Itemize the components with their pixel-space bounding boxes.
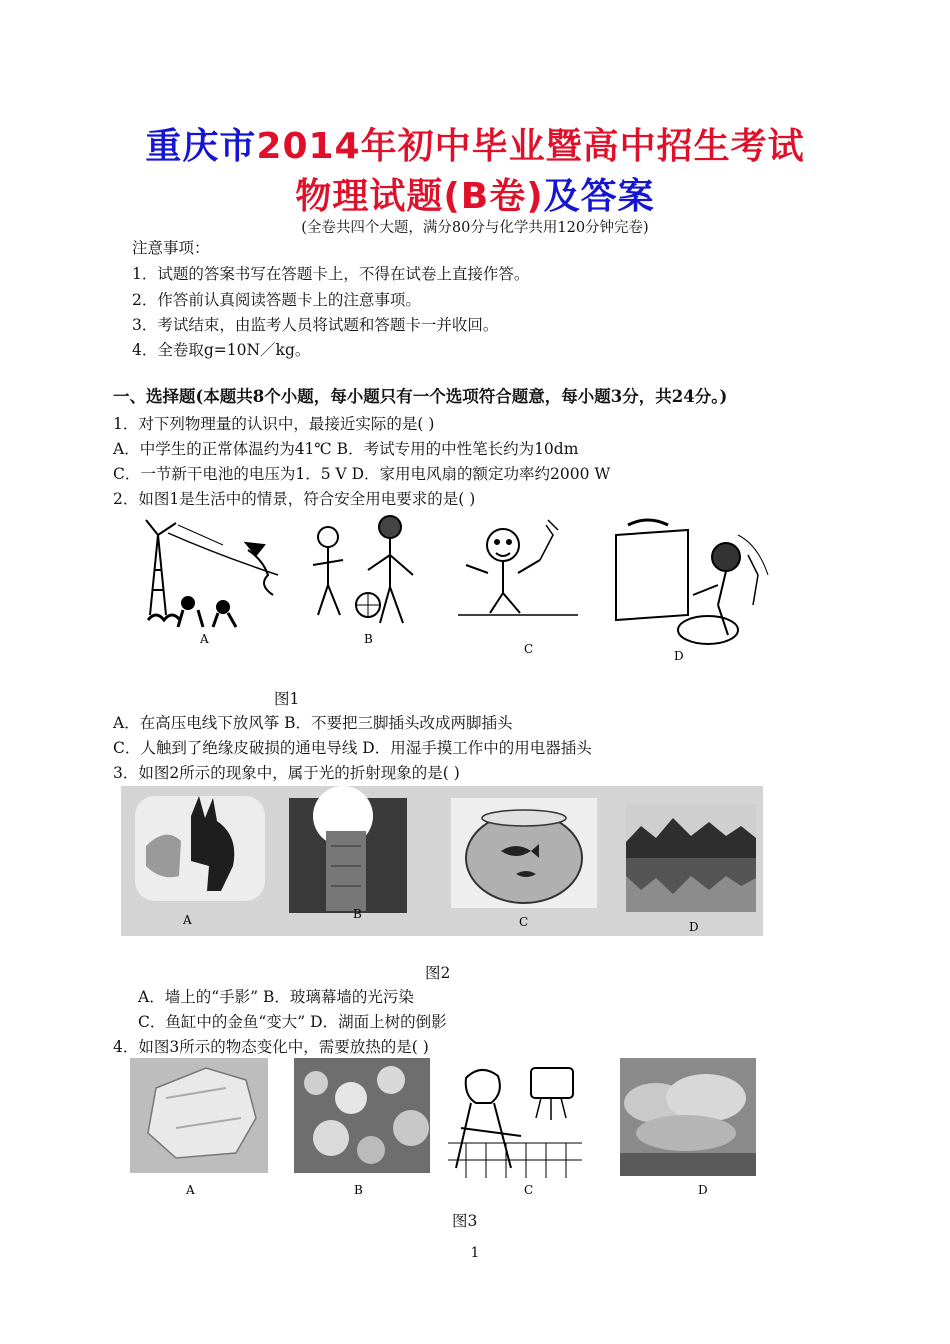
figure-2-panel-a bbox=[135, 796, 265, 901]
figure-3-label-d: D bbox=[698, 1183, 708, 1197]
question-2-options-cd: C．人触到了绝缘皮破损的通电导线 D．用湿手摸工作中的用电器插头 bbox=[113, 739, 592, 757]
figure-3-panel-d bbox=[620, 1058, 756, 1176]
figure-1-label-d: D bbox=[674, 649, 684, 663]
figure-2-caption: 图2 bbox=[425, 964, 451, 982]
exam-subtitle: (全卷共四个大题，满分80分与化学共用120分钟完卷) bbox=[301, 220, 649, 236]
notes-item: 3．考试结束，由监考人员将试题和答题卡一并收回。 bbox=[132, 316, 499, 334]
title-answer-suffix: 及答案 bbox=[543, 176, 655, 217]
figure-3-panel-b bbox=[294, 1058, 430, 1173]
question-1-stem: 1．对下列物理量的认识中，最接近实际的是( ) bbox=[113, 415, 435, 433]
figure-3-drawing bbox=[126, 1058, 758, 1203]
figure-2-label-c: C bbox=[519, 915, 529, 929]
figure-1 bbox=[128, 515, 778, 670]
question-2-stem: 2．如图1是生活中的情景，符合安全用电要求的是( ) bbox=[113, 490, 476, 508]
notes-item: 1．试题的答案书写在答题卡上，不得在试卷上直接作答。 bbox=[132, 265, 530, 283]
figure-2-label-a: A bbox=[183, 913, 192, 927]
figure-3-label-a: A bbox=[186, 1183, 195, 1197]
title-subject: 物理试题(B卷) bbox=[295, 176, 544, 217]
notes-item: 4．全卷取g=10N／kg。 bbox=[132, 341, 311, 359]
figure-1-label-c: C bbox=[524, 642, 534, 656]
figure-1-drawing bbox=[128, 515, 778, 670]
figure-1-panel-a bbox=[146, 520, 278, 627]
figure-1-caption: 图1 bbox=[274, 690, 300, 708]
question-2-options-ab: A．在高压电线下放风筝 B．不要把三脚插头改成两脚插头 bbox=[113, 714, 513, 732]
question-4-stem: 4．如图3所示的物态变化中，需要放热的是( ) bbox=[113, 1038, 429, 1056]
notes-heading: 注意事项： bbox=[132, 239, 210, 257]
title-city: 重庆市 bbox=[145, 126, 257, 167]
figure-2-panel-d bbox=[626, 804, 756, 912]
question-3-stem: 3．如图2所示的现象中，属于光的折射现象的是( ) bbox=[113, 764, 460, 782]
figure-1-label-a: A bbox=[200, 632, 209, 646]
figure-1-label-b: B bbox=[364, 632, 373, 646]
figure-3 bbox=[126, 1058, 758, 1203]
figure-2-panel-c bbox=[451, 798, 597, 908]
question-3-options-cd: C．鱼缸中的金鱼“变大” D．湖面上树的倒影 bbox=[138, 1013, 447, 1031]
question-3-options-ab: A．墙上的“手影” B．玻璃幕墙的光污染 bbox=[138, 988, 414, 1006]
page-number: 1 bbox=[470, 1245, 480, 1261]
figure-3-label-c: C bbox=[524, 1183, 534, 1197]
figure-2-label-b: B bbox=[353, 907, 362, 921]
title-exam-name: 2014年初中毕业暨高中招生考试 bbox=[256, 126, 805, 167]
question-1-options-cd: C．一节新干电池的电压为1．5 V D．家用电风扇的额定功率约2000 W bbox=[113, 465, 611, 483]
figure-1-panel-c bbox=[458, 520, 578, 615]
exam-title-line2 bbox=[0, 168, 950, 219]
notes-item: 2．作答前认真阅读答题卡上的注意事项。 bbox=[132, 291, 421, 309]
figure-2 bbox=[121, 786, 763, 936]
figure-3-label-b: B bbox=[354, 1183, 363, 1197]
figure-3-caption: 图3 bbox=[452, 1212, 478, 1230]
figure-1-panel-b bbox=[313, 516, 413, 623]
figure-1-panel-d bbox=[616, 520, 768, 644]
figure-2-drawing bbox=[121, 786, 763, 936]
exam-title-line1 bbox=[0, 118, 950, 169]
figure-3-panel-c bbox=[448, 1058, 582, 1178]
section-heading: 一、选择题(本题共8个小题，每小题只有一个选项符合题意，每小题3分，共24分。) bbox=[113, 387, 728, 406]
figure-3-panel-a bbox=[130, 1058, 268, 1173]
figure-2-panel-b bbox=[289, 786, 407, 913]
question-1-options-ab: A．中学生的正常体温约为41℃ B．考试专用的中性笔长约为10dm bbox=[113, 440, 579, 458]
figure-2-label-d: D bbox=[689, 920, 699, 934]
